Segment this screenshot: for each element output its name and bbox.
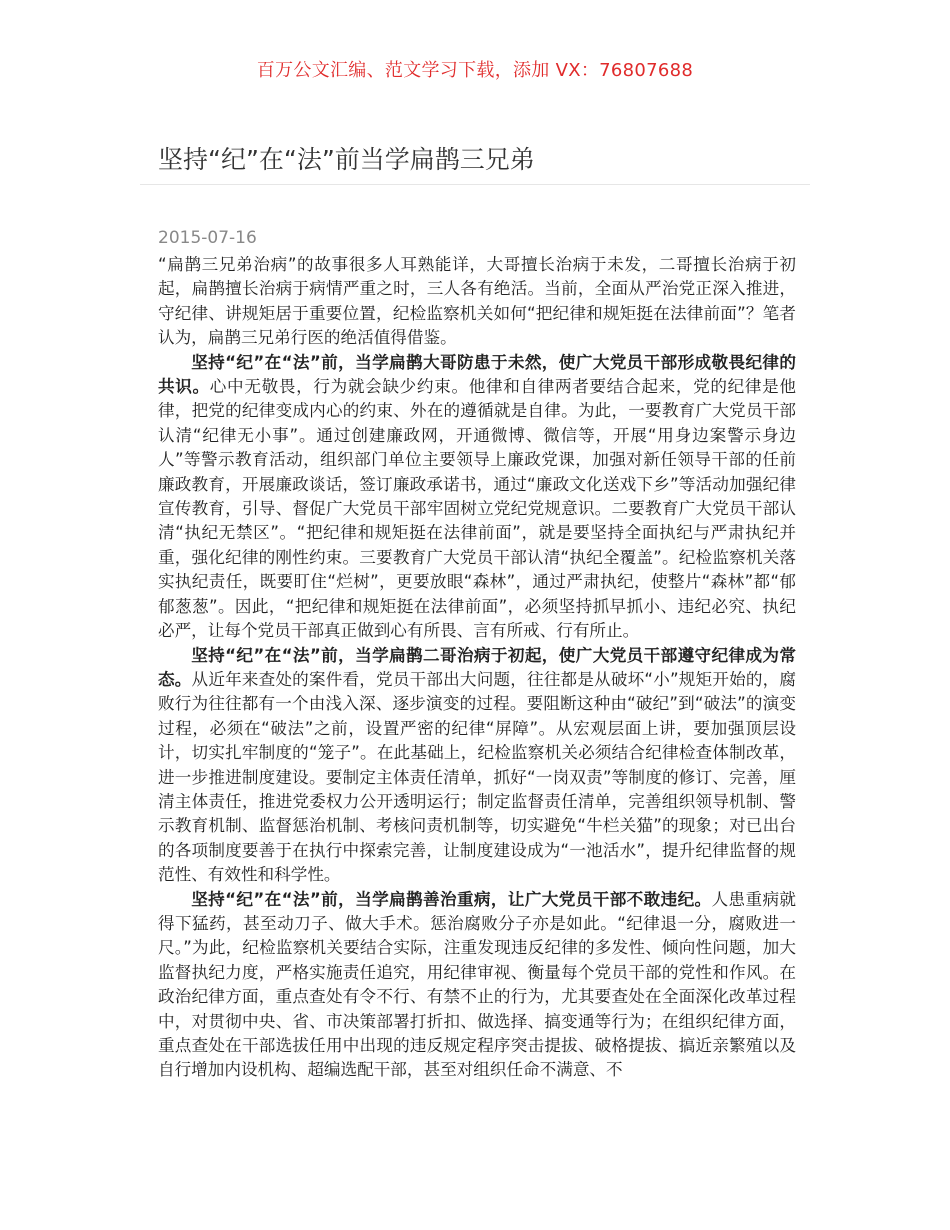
paragraph-lead: 坚持“纪”在“法”前，当学扁鹊善治重病，让广大党员干部不敢违纪。 — [191, 889, 712, 909]
paragraph-lead: 坚持“纪”在“法”前，当学扁鹊二哥治病于初起，使广大党员干部遵守纪律成为常态。 — [158, 645, 796, 689]
promo-banner: 百万公文汇编、范文学习下载，添加 VX：76807688 — [256, 60, 694, 81]
paragraph-body: 从近年来查处的案件看，党员干部出大问题，往往都是从破坏“小”规矩开始的，腐败行为往往都有一个由浅入深、逐步演变的过程。要阻断这种由“破纪”到“破法”的演变过程，必须在“破法”之前，设置严密的纪律“屏障”。从宏观层面上讲，要加强顶层设计，切实扎牢制度的“笼子”。在此基础上，纪检监察机关必须结合纪律检查体制改革，进一步推进制度建设。要制定主体责任清单，抓好“一岗双责”等制度的修订、完善，厘清主体责任，推进党委权力公开透明运行；制定监督责任清单，完善组织领导机制、警示教育机制、监督惩治机制、考核问责机制等，切实避免“牛栏关猫”的现象；对已出台的各项制度要善于在执行中探索完善，让制度建设成为“一池活水”，提升纪律监督的规范性、有效性和科学性。 — [158, 669, 796, 885]
paragraph-body: “扁鹊三兄弟治病”的故事很多人耳熟能详，大哥擅长治病于未发，二哥擅长治病于初起，扁鹊擅长治病于病情严重之时，三人各有绝活。当前，全面从严治党正深入推进，守纪律、讲规矩居于重要位置，纪检监察机关如何“把纪律和规矩挺在法律前面”？笔者认为，扁鹊三兄弟行医的绝活值得借鉴。 — [158, 255, 796, 348]
paragraph-2 — [158, 644, 796, 888]
title-divider — [140, 184, 810, 185]
paragraph-3 — [158, 888, 796, 1083]
article-title: 坚持“纪”在“法”前当学扁鹊三兄弟 — [158, 145, 535, 174]
paragraph-1 — [158, 351, 796, 644]
publish-date: 2015-07-16 — [158, 228, 257, 248]
paragraph-body: 心中无敬畏，行为就会缺少约束。他律和自律两者要结合起来，党的纪律是他律，把党的纪律变成内心的约束、外在的遵循就是自律。为此，一要教育广大党员干部认清“纪律无小事”。通过创建廉政网，开通微博、微信等，开展“用身边案警示身边人”等警示教育活动，组织部门单位主要领导上廉政党课，加强对新任领导干部的任前廉政教育，开展廉政谈话，签订廉政承诺书，通过“廉政文化送戏下乡”等活动加强纪律宣传教育，引导、督促广大党员干部牢固树立党纪党规意识。二要教育广大党员干部认清“执纪无禁区”。“把纪律和规矩挺在法律前面”，就是要坚持全面执纪与严肃执纪并重，强化纪律的刚性约束。三要教育广大党员干部认清“执纪全覆盖”。纪检监察机关落实执纪责任，既要盯住“烂树”，更要放眼“森林”，通过严肃执纪，使整片“森林”都“郁郁葱葱”。因此，“把纪律和规矩挺在法律前面”，必须坚持抓早抓小、违纪必究、执纪必严，让每个党员干部真正做到心有所畏、言有所戒、行有所止。 — [158, 377, 797, 641]
paragraph-body: 人患重病就得下猛药，甚至动刀子、做大手术。惩治腐败分子亦是如此。“纪律退一分，腐败进一尺。”为此，纪检监察机关要结合实际，注重发现违反纪律的多发性、倾向性问题，加大监督执纪力度，严格实施责任追究，用纪律审视、衡量每个党员干部的党性和作风。在政治纪律方面，重点查处有令不行、有禁不止的行为，尤其要查处在全面深化改革过程中，对贯彻中央、省、市决策部署打折扣、做选择、搞变通等行为；在组织纪律方面，重点查处在干部选拔任用中出现的违反规定程序突击提拔、破格提拔、搞近亲繁殖以及自行增加内设机构、超编选配干部，甚至对组织任命不满意、不 — [158, 889, 797, 1080]
paragraph-lead: 坚持“纪”在“法”前，当学扁鹊大哥防患于未然，使广大党员干部形成敬畏纪律的共识。 — [158, 352, 796, 397]
paragraph-intro — [158, 253, 796, 351]
article-body — [158, 253, 796, 1083]
